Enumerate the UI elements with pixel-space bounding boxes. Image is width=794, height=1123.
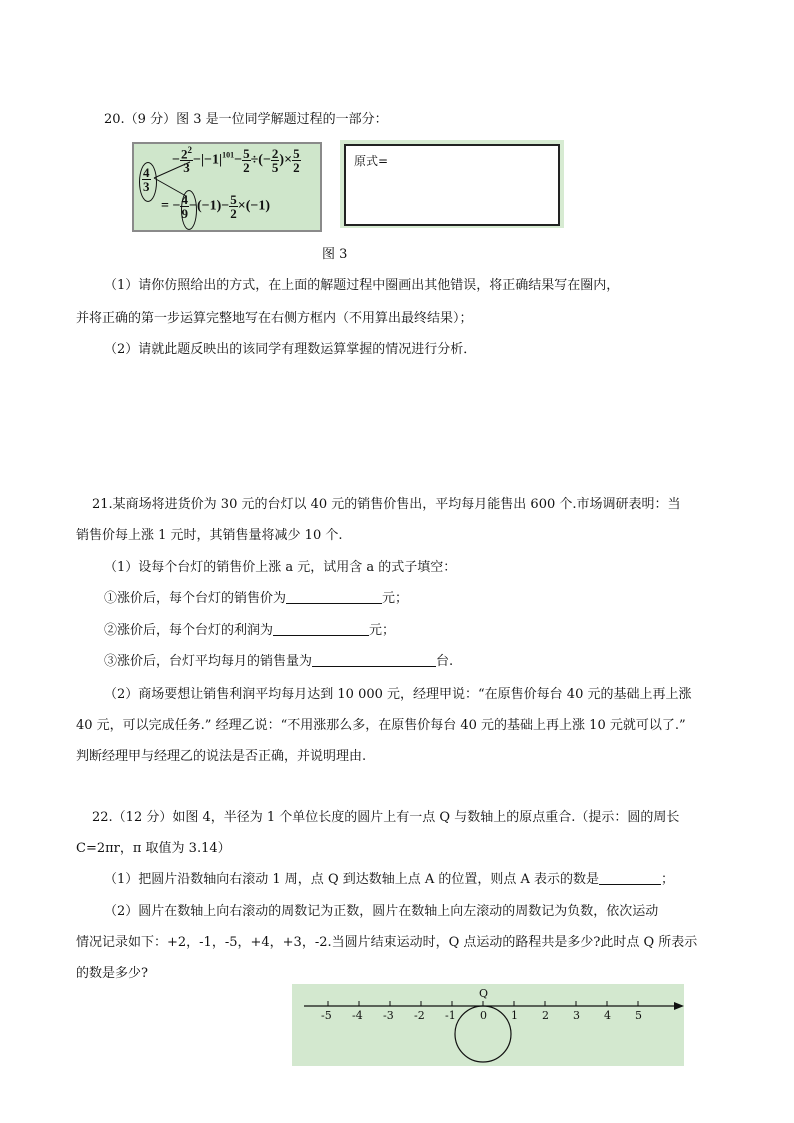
q22-sub2-line1: （2）圆片在数轴上向右滚动的周数记为正数，圆片在数轴上向左滚动的周数记为负数，依次运动 xyxy=(104,904,659,919)
q20-sub1-line2: 并将正确的第一步运算完整地写在右侧方框内（不用算出最终结果）； xyxy=(76,311,473,326)
q20-heading: 20.（9 分）图 3 是一位同学解题过程的一部分： xyxy=(104,112,388,127)
worked-solution-box xyxy=(132,142,322,232)
q21-part1: （1）设每个台灯的销售价上涨 a 元，试用含 a 的式子填空： xyxy=(104,560,457,575)
tick-label: 1 xyxy=(511,1009,518,1022)
blank-point-a[interactable] xyxy=(599,870,661,885)
math-line-1: − $\frac{2^2}{3}$ $-|-1|^{101}-$ $\frac{5}{2}$ ÷(− $\frac{2}{5}$ )× $\frac{5}{2}$ xyxy=(172,145,300,176)
tick-label: 3 xyxy=(573,1009,580,1022)
tick-label: 0 xyxy=(480,1009,487,1022)
figure-3-caption: 图 3 xyxy=(322,247,348,262)
q21-part2-line1: （2）商场要想让销售利润平均每月达到 10 000 元，经理甲说：“在原售价每台 40 元的基础上再上涨 xyxy=(104,687,692,702)
blank-sales-volume[interactable] xyxy=(312,652,436,667)
q21-line1: 21.某商场将进货价为 30 元的台灯以 40 元的销售价售出，平均每月能售出 600 个.市场调研表明：当 xyxy=(92,497,681,512)
math-line-2: = − $\frac{4}{9}$ −(−1)− $\frac{5}{2}$ ×(−1) xyxy=(161,192,271,221)
tick-label: -5 xyxy=(321,1009,332,1022)
tick-label: -3 xyxy=(383,1009,394,1022)
tick-label: 4 xyxy=(604,1009,611,1022)
point-q-label: Q xyxy=(479,987,489,1000)
q22-sub1: （1）把圆片沿数轴向右滚动 1 周，点 Q 到达数轴上点 A 的位置，则点 A 表示的数是 ； xyxy=(104,872,675,887)
answer-box[interactable] xyxy=(344,144,560,226)
q22-sub2-line2: 情况记录如下：+2，-1，-5，+4，+3，-2.当圆片结束运动时，Q 点运动的路程共是多少?此时点 Q 所表示 xyxy=(76,935,698,950)
q21-part2-line3: 判断经理甲与经理乙的说法是否正确，并说明理由. xyxy=(76,749,367,764)
blank-price[interactable] xyxy=(286,589,382,604)
tick-label: 2 xyxy=(542,1009,549,1022)
q20-sub1-line1: （1）请你仿照给出的方式，在上面的解题过程中圈画出其他错误，将正确结果写在圈内， xyxy=(104,278,620,293)
tick-label: 5 xyxy=(635,1009,642,1022)
arrow-head-icon xyxy=(674,1002,684,1010)
tick-label: -1 xyxy=(445,1009,456,1022)
answer-box-label: 原式= xyxy=(354,154,389,168)
q22-sub2-line3: 的数是多少? xyxy=(76,966,148,981)
number-line-figure xyxy=(292,984,684,1066)
tick-label: -4 xyxy=(352,1009,363,1022)
blank-profit[interactable] xyxy=(273,621,369,636)
correction-fraction: $\frac{4}{3}$ xyxy=(143,165,150,194)
q22-line1: 22.（12 分）如图 4，半径为 1 个单位长度的圆片上有一点 Q 与数轴上的原点重合.（提示：圆的周长 xyxy=(92,810,680,825)
q21-item3: ③涨价后，台灯平均每月的销售量为 台. xyxy=(104,654,454,669)
q21-item1: ①涨价后，每个台灯的销售价为 元； xyxy=(104,591,409,606)
q21-line2: 销售价每上涨 1 元时，其销售量将减少 10 个. xyxy=(76,528,343,543)
tick-label: -2 xyxy=(414,1009,425,1022)
q21-part2-line2: 40 元，可以完成任务.” 经理乙说：“不用涨那么多，在原售价每台 40 元的基础上再上涨 10 元就可以了.” xyxy=(76,718,686,733)
q21-item2: ②涨价后，每个台灯的利润为 元； xyxy=(104,623,396,638)
q22-line2: C=2πr，π 取值为 3.14） xyxy=(76,841,231,856)
q20-sub2: （2）请就此题反映出的该同学有理数运算掌握的情况进行分析． xyxy=(104,342,477,357)
